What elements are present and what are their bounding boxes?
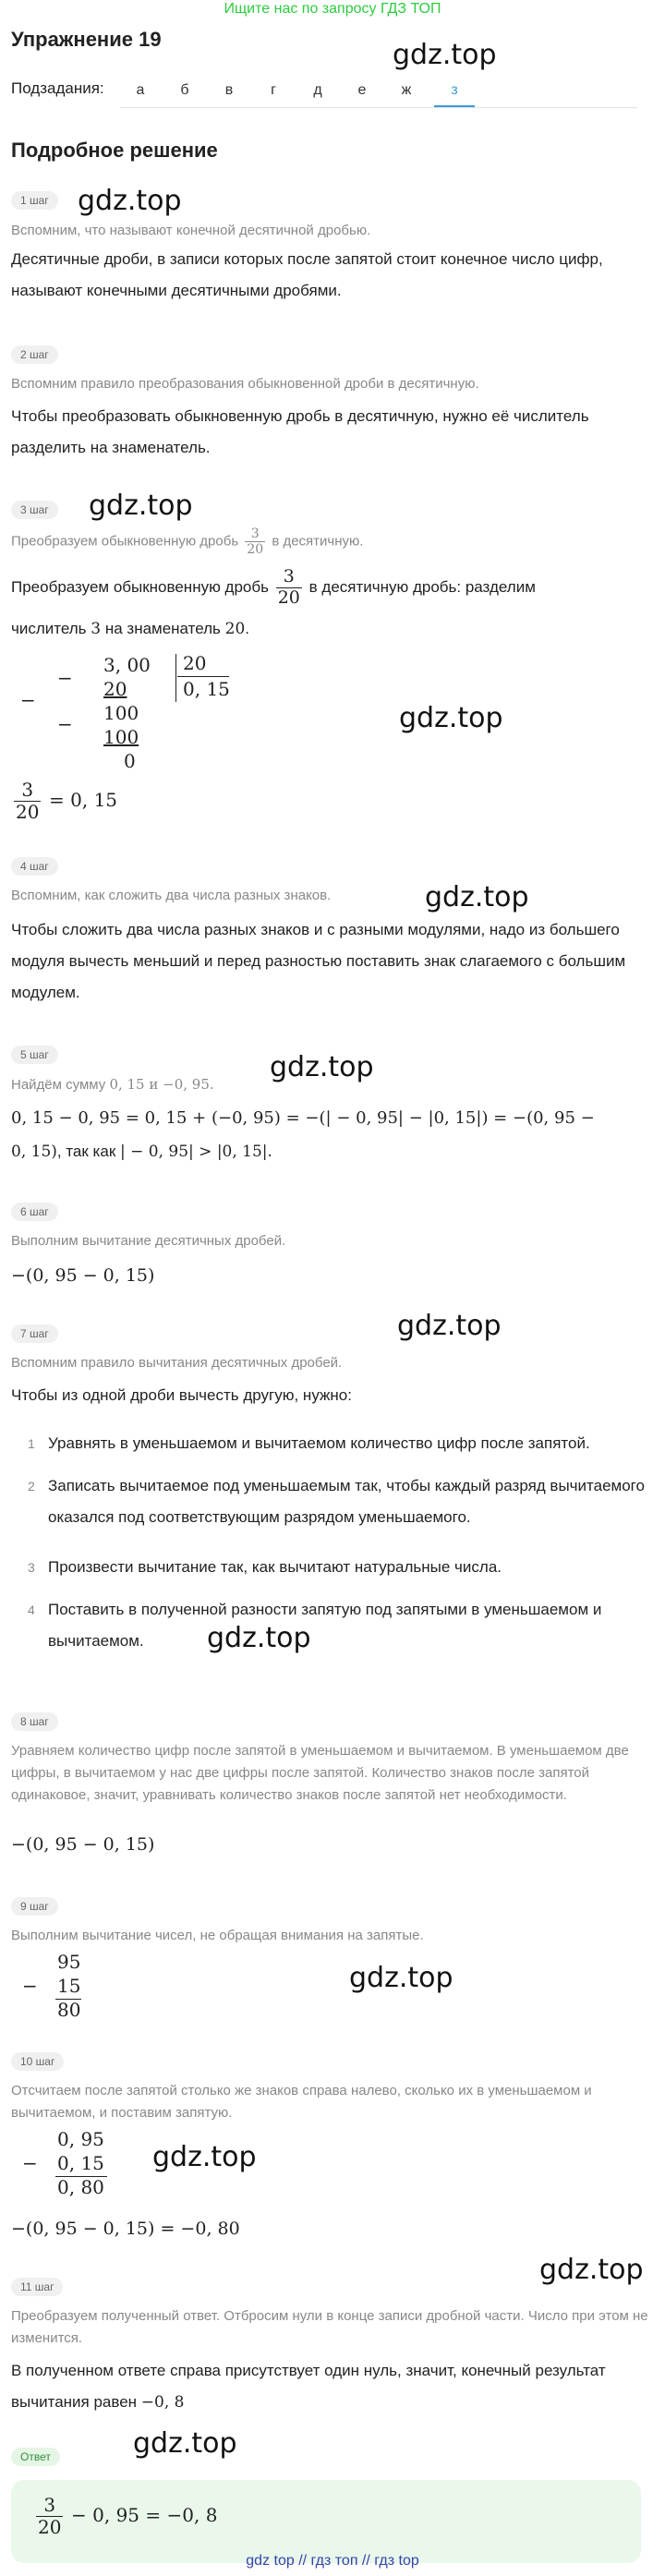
sum-expression: 0, 15 − 0, 95 = 0, 15 + (−0, 95) = −(| − 0, 95| − |0, 15|) = −(0, 95 − <box>11 1108 595 1128</box>
step-badge: 3 шаг <box>11 501 58 519</box>
step-badge: 8 шаг <box>11 1712 58 1731</box>
fraction <box>245 526 265 557</box>
text-part: Преобразуем обыкновенную дробь <box>11 577 269 596</box>
watermark: gdz.top <box>89 490 193 522</box>
exercise-title: Упражнение 19 <box>11 28 162 51</box>
quotient: 0, 15 <box>183 678 230 700</box>
subtask-tabs <box>120 74 637 108</box>
tab-subtask-z[interactable]: з <box>434 79 475 107</box>
minus-sign: − <box>22 2152 38 2174</box>
minuend: 95 <box>57 1951 81 1973</box>
list-number: 3 <box>28 1560 35 1575</box>
division-line <box>177 676 229 677</box>
text-part: на знаменатель <box>104 620 221 637</box>
equals-value: = 0, 15 <box>49 788 118 811</box>
difference: 80 <box>57 1999 81 2021</box>
watermark: gdz.top <box>349 1962 453 1994</box>
subtrahend: 0, 15 <box>57 2152 104 2174</box>
numerator-value: 3 <box>91 620 102 638</box>
step-hint: Преобразуем полученный ответ. Отбросим нули в конце записи дробной части. Число при этом не изменится. <box>11 2308 648 2346</box>
subtasks-label: Подзадания: <box>11 79 104 97</box>
hint-part: в десятичную. <box>272 533 364 550</box>
step-hint <box>11 526 648 557</box>
difference: 0, 80 <box>57 2176 104 2198</box>
watermark: gdz.top <box>133 2427 237 2460</box>
final-value: −0, 8 <box>140 2393 185 2412</box>
numerator: 3 <box>14 780 41 802</box>
tab-subtask-e[interactable]: е <box>357 82 367 98</box>
step-badge: 4 шаг <box>11 857 58 876</box>
long-division <box>11 647 288 776</box>
rule-list <box>11 1428 648 1659</box>
divisor: 20 <box>183 652 207 674</box>
denominator: 20 <box>277 587 300 608</box>
denominator: 20 <box>247 542 264 558</box>
list-item-text: Уравнять в уменьшаемом и вычитаемом количество цифр после запятой. <box>48 1434 590 1452</box>
math-part: 0, 15) <box>11 1143 57 1161</box>
footer-links[interactable]: gdz top // гдз топ // гдз top <box>246 2553 419 2569</box>
division-bar <box>175 654 176 702</box>
top-banner[interactable]: Ищите нас по запросу ГДЗ ТОП <box>224 1 441 17</box>
fraction <box>14 780 41 823</box>
remainder: 100 <box>103 702 139 724</box>
step-text: Десятичные дроби, в записи которых после запятой стоит конечное число цифр, называют конечными десятичными дробями. <box>11 250 603 299</box>
numerator: 3 <box>245 526 265 542</box>
conversion-result <box>11 780 117 823</box>
step-badge: 1 шаг <box>11 191 58 210</box>
fraction <box>36 2495 63 2538</box>
subtrahend: 15 <box>57 1975 81 1997</box>
text-part: В полученном ответе справа присутствует один нуль, значит, конечный результат вычитания равен <box>11 2362 606 2411</box>
subtrahend: 20 <box>103 678 127 700</box>
text-part: числитель <box>11 620 87 637</box>
step-hint: Выполним вычитание чисел, не обращая внимания на запятые. <box>11 1928 424 1943</box>
step-hint <box>11 1073 648 1096</box>
minuend: 0, 95 <box>57 2128 104 2150</box>
tab-subtask-d[interactable]: д <box>313 82 322 98</box>
step-hint: Вспомним, как сложить два числа разных знаков. <box>11 888 332 903</box>
step-badge: 5 шаг <box>11 1046 58 1064</box>
watermark: gdz.top <box>393 39 497 71</box>
denominator: 20 <box>16 801 40 823</box>
step-text <box>11 2355 648 2418</box>
subtraction-expression: −(0, 95 − 0, 15) <box>11 1834 155 1855</box>
list-number: 2 <box>28 1479 35 1494</box>
answer-expression <box>33 2495 217 2538</box>
watermark: gdz.top <box>270 1051 374 1083</box>
step-badge: 6 шаг <box>11 1203 58 1221</box>
tab-subtask-b[interactable]: б <box>180 82 189 98</box>
remainder: 0 <box>124 750 136 772</box>
list-item-text: Поставить в полученной разности запятую под запятыми в уменьшаемом и вычитаемом. <box>48 1601 602 1650</box>
step-text: Чтобы из одной дроби вычесть другую, нужно: <box>11 1386 352 1404</box>
watermark: gdz.top <box>425 881 529 913</box>
subtrahend: 100 <box>103 726 139 748</box>
watermark: gdz.top <box>399 702 503 734</box>
list-number: 4 <box>28 1602 35 1617</box>
step-text: числитель 3 на знаменатель 20. <box>11 620 250 638</box>
watermark: gdz.top <box>397 1310 502 1342</box>
hint-part: Преобразуем обыкновенную дробь <box>11 533 239 550</box>
minus-sign: − <box>57 667 73 689</box>
step-hint: Вспомним правило преобразования обыкновенной дроби в десятичную. <box>11 376 479 392</box>
step-hint: Уравняем количество цифр после запятой в уменьшаемом и вычитаемом. В уменьшаемом две цифры, в вычитаемом у нас две цифры после запятой. Количество знаков после запятой одинаковое, значит, уравнивать количество знаков после запятой нет необходимости. <box>11 1743 629 1803</box>
hint-part: Найдём сумму <box>11 1077 106 1093</box>
watermark: gdz.top <box>78 185 182 217</box>
step-text: Чтобы преобразовать обыкновенную дробь в десятичную, нужно её числитель разделить на знаменатель. <box>11 407 589 456</box>
step-badge: 11 шаг <box>11 2278 63 2296</box>
step-badge: 9 шаг <box>11 1897 58 1916</box>
list-item-text: Произвести вычитание так, как вычитают натуральные числа. <box>48 1558 502 1576</box>
watermark: gdz.top <box>207 1622 311 1654</box>
fraction <box>276 567 302 609</box>
tab-subtask-g[interactable]: г <box>271 82 276 98</box>
step-text <box>11 567 648 609</box>
step-badge: 2 шаг <box>11 345 58 364</box>
watermark: gdz.top <box>539 2254 644 2286</box>
step-hint: Вспомним, что называют конечной десятичной дробью. <box>11 223 371 238</box>
text-part: в десятичную дробь: разделим <box>308 577 536 596</box>
text-part: , так как <box>56 1143 116 1160</box>
step-hint: Вспомним правило вычитания десятичных дробей. <box>11 1355 343 1371</box>
tab-subtask-v[interactable]: в <box>224 82 234 98</box>
step-badge: 7 шаг <box>11 1324 58 1343</box>
dividend: 3, 00 <box>103 654 151 676</box>
minus-sign: − <box>57 713 73 735</box>
step-text: Чтобы сложить два числа разных знаков и с разными модулями, надо из большего модуля вычесть меньший и перед разностью поставить знак слагаемого с большим модулем. <box>11 921 626 1001</box>
sum-expression-end <box>11 1136 648 1167</box>
list-item-text: Записать вычитаемое под уменьшаемым так, чтобы каждый разряд вычитаемого оказался под соответствующим разрядом уменьшаемого. <box>48 1477 645 1526</box>
subtraction-expression: −(0, 95 − 0, 15) <box>11 1265 155 1286</box>
step-hint: Отсчитаем после запятой столько же знаков справа налево, сколько их в уменьшаемом и вычитаемом, и поставим запятую. <box>11 2083 592 2121</box>
minus-sign: − <box>20 689 36 711</box>
numerator: 3 <box>276 567 302 588</box>
math-part: | − 0, 95| > |0, 15|. <box>120 1143 272 1161</box>
solution-title: Подробное решение <box>11 139 218 162</box>
answer-badge: Ответ <box>11 2448 60 2466</box>
subtraction-result: −(0, 95 − 0, 15) = −0, 80 <box>11 2219 240 2239</box>
denominator: 20 <box>38 2516 62 2538</box>
answer-box <box>11 2480 641 2563</box>
column-subtraction <box>11 1949 150 2023</box>
list-number: 1 <box>28 1436 35 1451</box>
minus-sign: − <box>22 1975 38 1997</box>
step-badge: 10 шаг <box>11 2052 64 2071</box>
answer-rest: − 0, 95 = −0, 8 <box>71 2503 218 2526</box>
tab-subtask-zh[interactable]: ж <box>401 82 412 98</box>
hint-math: 0, 15 и −0, 95. <box>109 1076 214 1093</box>
denominator-value: 20 <box>224 620 246 638</box>
tab-subtask-a[interactable]: а <box>136 82 145 98</box>
watermark: gdz.top <box>152 2141 257 2173</box>
numerator: 3 <box>36 2495 63 2517</box>
column-subtraction <box>11 2126 150 2200</box>
step-hint: Выполним вычитание десятичных дробей. <box>11 1233 286 1249</box>
